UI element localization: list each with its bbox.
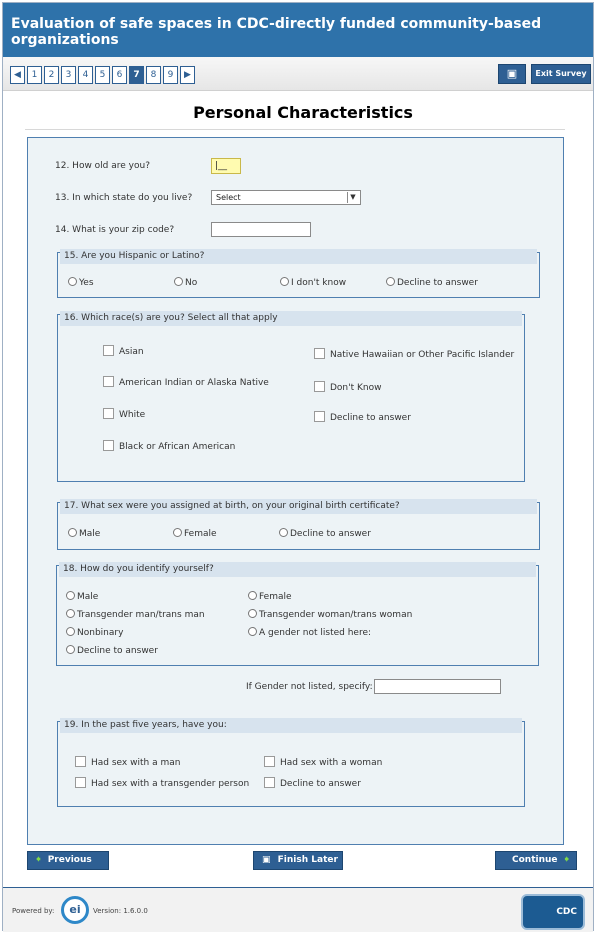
checkbox[interactable] bbox=[103, 440, 114, 451]
title-divider bbox=[25, 129, 565, 130]
continue-button[interactable] bbox=[495, 851, 577, 870]
q19-option-decline[interactable] bbox=[264, 777, 361, 789]
q18-option-female[interactable] bbox=[248, 591, 292, 602]
option-label: Transgender woman/trans woman bbox=[259, 610, 413, 620]
q17-option-female[interactable] bbox=[173, 528, 217, 539]
arrow-right-icon: 🠺 bbox=[564, 855, 570, 865]
page-link-8[interactable]: 8 bbox=[146, 66, 161, 84]
radio-button[interactable] bbox=[66, 627, 75, 636]
page-link-4[interactable]: 4 bbox=[78, 66, 93, 84]
gender-specify-input[interactable] bbox=[374, 679, 501, 694]
option-label: Decline to answer bbox=[280, 779, 361, 789]
q16-option-black[interactable] bbox=[103, 440, 235, 452]
floppy-icon: ▣ bbox=[506, 67, 518, 80]
gender-specify-label: If Gender not listed, specify: bbox=[246, 682, 373, 692]
page-link-7-current[interactable]: 7 bbox=[129, 66, 144, 84]
page-link-2[interactable]: 2 bbox=[44, 66, 59, 84]
powered-by-label: Powered by: bbox=[12, 907, 55, 915]
option-label: American Indian or Alaska Native bbox=[119, 378, 269, 388]
q14-label: 14. What is your zip code? bbox=[55, 225, 175, 235]
cdc-logo: CDC bbox=[521, 894, 585, 930]
state-select-value: Select bbox=[216, 193, 241, 202]
checkbox[interactable] bbox=[314, 348, 325, 359]
radio-button[interactable] bbox=[66, 609, 75, 618]
page-title: Personal Characteristics bbox=[193, 103, 413, 122]
option-label: Had sex with a transgender person bbox=[91, 779, 250, 789]
previous-button[interactable] bbox=[27, 851, 109, 870]
q15-option-dont-know[interactable] bbox=[280, 277, 346, 288]
q18-group bbox=[56, 565, 539, 666]
radio-button[interactable] bbox=[173, 528, 182, 537]
version-label: Version: 1.6.0.0 bbox=[93, 907, 148, 915]
q18-option-nonbinary[interactable] bbox=[66, 627, 123, 638]
q19-option-man[interactable] bbox=[75, 756, 180, 768]
q16-option-pacific-islander[interactable] bbox=[314, 348, 514, 360]
option-label: Decline to answer bbox=[397, 278, 478, 288]
floppy-icon: ▣ bbox=[262, 855, 271, 865]
q12-label: 12. How old are you? bbox=[55, 161, 150, 171]
q17-option-male[interactable] bbox=[68, 528, 100, 539]
radio-button[interactable] bbox=[68, 277, 77, 286]
continue-label: Continue bbox=[512, 855, 558, 865]
q18-option-not-listed[interactable] bbox=[248, 627, 371, 638]
radio-button[interactable] bbox=[68, 528, 77, 537]
arrow-left-icon: 🠸 bbox=[36, 855, 41, 865]
page-link-6[interactable]: 6 bbox=[112, 66, 127, 84]
option-label: Male bbox=[77, 592, 99, 602]
q18-label: 18. How do you identify yourself? bbox=[59, 562, 536, 577]
question-panel bbox=[27, 137, 564, 845]
survey-window bbox=[2, 2, 594, 931]
q19-label: 19. In the past five years, have you: bbox=[60, 718, 522, 733]
q17-group bbox=[57, 502, 540, 550]
option-label: I don't know bbox=[291, 278, 347, 288]
q18-option-male[interactable] bbox=[66, 591, 98, 602]
option-label: Decline to answer bbox=[290, 529, 371, 539]
option-label: Yes bbox=[79, 278, 94, 288]
q19-group bbox=[57, 721, 525, 807]
q19-option-transgender[interactable] bbox=[75, 777, 249, 789]
q13-label: 13. In which state do you live? bbox=[55, 193, 193, 203]
age-input[interactable]: |__ bbox=[211, 158, 241, 174]
checkbox[interactable] bbox=[314, 411, 325, 422]
radio-button[interactable] bbox=[280, 277, 289, 286]
option-label: Female bbox=[184, 529, 217, 539]
option-label: Female bbox=[259, 592, 292, 602]
next-page-arrow[interactable]: ▶ bbox=[180, 66, 195, 84]
radio-button[interactable] bbox=[248, 609, 257, 618]
page-navigation-bar bbox=[3, 57, 593, 91]
q17-option-decline[interactable] bbox=[279, 528, 371, 539]
checkbox[interactable] bbox=[264, 756, 275, 767]
q17-label: 17. What sex were you assigned at birth, on your original birth certificate? bbox=[60, 499, 537, 514]
q15-option-yes[interactable] bbox=[68, 277, 94, 288]
page-link-1[interactable]: 1 bbox=[27, 66, 42, 84]
save-button[interactable] bbox=[498, 64, 526, 84]
option-label: Decline to answer bbox=[330, 413, 411, 423]
survey-title: Evaluation of safe spaces in CDC-directly funded community-based organizations bbox=[3, 3, 593, 57]
previous-label: Previous bbox=[47, 855, 92, 865]
q16-option-decline[interactable] bbox=[314, 411, 411, 423]
option-label: Black or African American bbox=[119, 442, 236, 452]
zip-code-input[interactable] bbox=[211, 222, 311, 237]
radio-button[interactable] bbox=[66, 645, 75, 654]
checkbox[interactable] bbox=[264, 777, 275, 788]
option-label: No bbox=[185, 278, 198, 288]
q18-option-decline[interactable] bbox=[66, 645, 158, 656]
option-label: Nonbinary bbox=[77, 628, 124, 638]
option-label: White bbox=[119, 410, 146, 420]
exit-survey-button[interactable]: Exit Survey bbox=[531, 64, 591, 84]
q15-option-no[interactable] bbox=[174, 277, 197, 288]
option-label: Had sex with a man bbox=[91, 758, 181, 768]
q16-option-asian[interactable] bbox=[103, 345, 144, 357]
q16-option-american-indian[interactable] bbox=[103, 376, 269, 388]
q15-label: 15. Are you Hispanic or Latino? bbox=[60, 249, 537, 264]
page-link-3[interactable]: 3 bbox=[61, 66, 76, 84]
q15-option-decline[interactable] bbox=[386, 277, 478, 288]
finish-later-label: Finish Later bbox=[277, 855, 338, 865]
option-label: Native Hawaiian or Other Pacific Islander bbox=[330, 350, 515, 360]
checkbox[interactable] bbox=[103, 345, 114, 356]
checkbox[interactable] bbox=[314, 381, 325, 392]
option-label: Don't Know bbox=[330, 383, 382, 393]
q18-option-trans-woman[interactable] bbox=[248, 609, 412, 620]
radio-button[interactable] bbox=[248, 591, 257, 600]
page-link-9[interactable]: 9 bbox=[163, 66, 178, 84]
radio-button[interactable] bbox=[174, 277, 183, 286]
checkbox[interactable] bbox=[103, 408, 114, 419]
q16-option-dont-know[interactable] bbox=[314, 381, 381, 393]
option-label: Male bbox=[79, 529, 101, 539]
q18-option-trans-man[interactable] bbox=[66, 609, 205, 620]
prev-page-arrow[interactable]: ◀ bbox=[10, 66, 25, 84]
page-link-5[interactable]: 5 bbox=[95, 66, 110, 84]
option-label: Asian bbox=[119, 347, 144, 357]
checkbox[interactable] bbox=[75, 777, 86, 788]
state-select[interactable] bbox=[211, 190, 361, 205]
option-label: Decline to answer bbox=[77, 646, 158, 656]
checkbox[interactable] bbox=[103, 376, 114, 387]
q19-option-woman[interactable] bbox=[264, 756, 382, 768]
option-label: A gender not listed here: bbox=[259, 628, 372, 638]
chevron-down-icon[interactable]: ▼ bbox=[347, 192, 358, 203]
finish-later-button[interactable] bbox=[253, 851, 343, 870]
q16-option-white[interactable] bbox=[103, 408, 145, 420]
q16-label: 16. Which race(s) are you? Select all that apply bbox=[60, 311, 522, 326]
radio-button[interactable] bbox=[386, 277, 395, 286]
option-label: Transgender man/trans man bbox=[77, 610, 205, 620]
radio-button[interactable] bbox=[66, 591, 75, 600]
q16-group bbox=[57, 314, 525, 482]
radio-button[interactable] bbox=[248, 627, 257, 636]
ei-logo: ei bbox=[61, 896, 89, 924]
option-label: Had sex with a woman bbox=[280, 758, 383, 768]
checkbox[interactable] bbox=[75, 756, 86, 767]
q15-group bbox=[57, 252, 540, 298]
radio-button[interactable] bbox=[279, 528, 288, 537]
footer bbox=[3, 887, 593, 932]
